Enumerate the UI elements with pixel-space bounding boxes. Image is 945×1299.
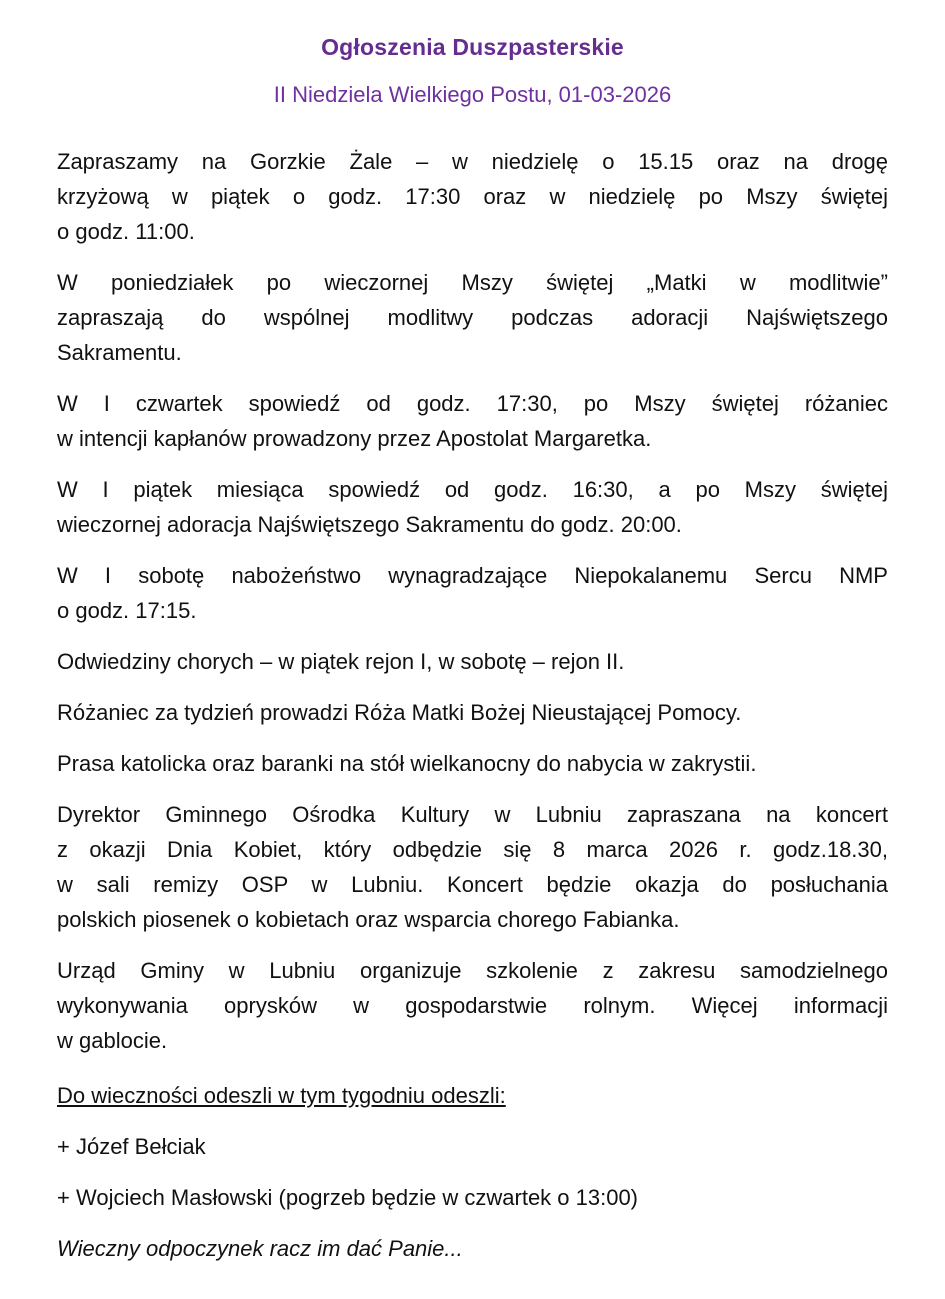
- page-subtitle: II Niedziela Wielkiego Postu, 01-03-2026: [273, 82, 672, 107]
- text-line: w intencji kapłanów prowadzony przez Apostolat Margaretka.: [57, 426, 652, 451]
- text-line: o godz. 17:15.: [57, 598, 197, 623]
- text-line: w gablocie.: [57, 1028, 168, 1053]
- announcement-paragraph: [57, 953, 888, 1058]
- text-line: polskich piosenek o kobietach oraz wsparcia chorego Fabianka.: [57, 907, 680, 932]
- announcement-paragraph: [57, 386, 888, 456]
- announcement-paragraph: [57, 472, 888, 542]
- announcement-paragraph: [57, 144, 888, 249]
- memorial-entry: + Wojciech Masłowski (pogrzeb będzie w czwartek o 13:00): [57, 1185, 639, 1210]
- announcement-paragraph: [57, 695, 888, 730]
- announcement-list: [57, 144, 888, 1058]
- text-line: w sali remizy OSP w Lubniu. Koncert będzie okazja do posłuchania: [57, 872, 888, 897]
- text-line: krzyżową w piątek o godz. 17:30 oraz w niedzielę po Mszy świętej: [57, 184, 888, 209]
- announcement-paragraph: [57, 797, 888, 937]
- text-line: Różaniec za tydzień prowadzi Róża Matki Bożej Nieustającej Pomocy.: [57, 700, 742, 725]
- text-line: Dyrektor Gminnego Ośrodka Kultury w Lubniu zapraszana na koncert: [57, 802, 888, 827]
- text-line: W poniedziałek po wieczornej Mszy świętej „Matki w modlitwie”: [57, 270, 888, 295]
- memorial-section: [57, 1078, 888, 1266]
- text-line: wieczornej adoracja Najświętszego Sakramentu do godz. 20:00.: [57, 512, 682, 537]
- document-header: [57, 34, 888, 108]
- text-line: W I czwartek spowiedź od godz. 17:30, po Mszy świętej różaniec: [57, 391, 888, 416]
- announcement-paragraph: [57, 265, 888, 370]
- text-line: Zapraszamy na Gorzkie Żale – w niedzielę o 15.15 oraz na drogę: [57, 149, 888, 174]
- announcement-paragraph: [57, 644, 888, 679]
- text-line: W I piątek miesiąca spowiedź od godz. 16:30, a po Mszy świętej: [57, 477, 888, 502]
- memorial-entry: + Józef Bełciak: [57, 1134, 206, 1159]
- text-line: z okazji Dnia Kobiet, który odbędzie się 8 marca 2026 r. godz.18.30,: [57, 837, 888, 862]
- memorial-closing: Wieczny odpoczynek racz im dać Panie...: [57, 1236, 463, 1261]
- text-line: Prasa katolicka oraz baranki na stół wielkanocny do nabycia w zakrystii.: [57, 751, 757, 776]
- text-line: Odwiedziny chorych – w piątek rejon I, w sobotę – rejon II.: [57, 649, 625, 674]
- page-title: Ogłoszenia Duszpasterskie: [321, 34, 624, 60]
- announcement-paragraph: [57, 558, 888, 628]
- text-line: o godz. 11:00.: [57, 219, 195, 244]
- memorial-heading: Do wieczności odeszli w tym tygodniu odeszli:: [57, 1083, 506, 1108]
- text-line: zapraszają do wspólnej modlitwy podczas adoracji Najświętszego: [57, 305, 888, 330]
- announcement-paragraph: [57, 746, 888, 781]
- text-line: W I sobotę nabożeństwo wynagradzające Niepokalanemu Sercu NMP: [57, 563, 888, 588]
- text-line: Urząd Gminy w Lubniu organizuje szkolenie z zakresu samodzielnego: [57, 958, 888, 983]
- text-line: wykonywania oprysków w gospodarstwie rolnym. Więcej informacji: [57, 993, 888, 1018]
- memorial-entries: [57, 1129, 888, 1215]
- text-line: Sakramentu.: [57, 340, 182, 365]
